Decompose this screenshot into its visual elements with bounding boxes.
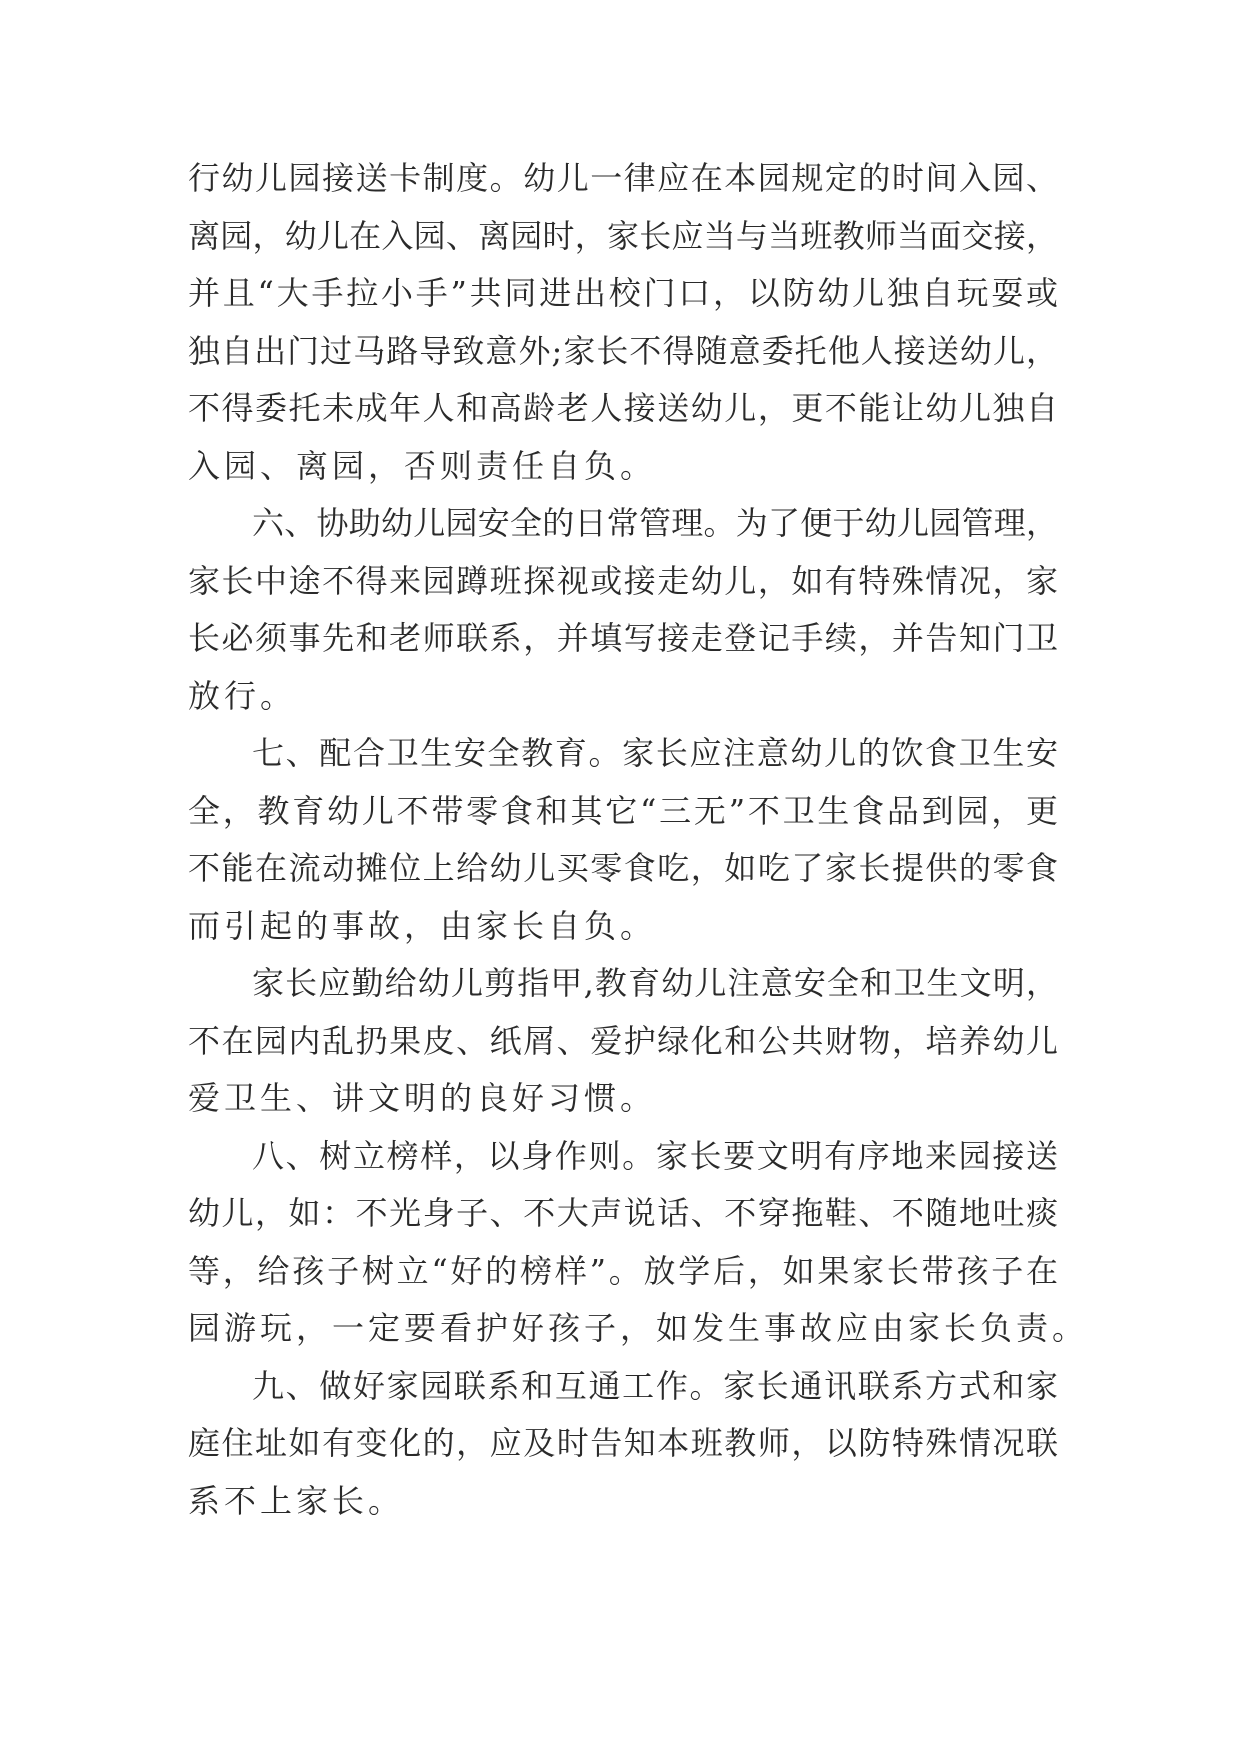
paragraph-start-line: 八、树立榜样，以身作则。家长要文明有序地来园接送	[252, 1136, 1058, 1175]
text-line: 而引起的事故，由家长自负。	[188, 906, 657, 945]
text-line: 幼儿，如：不光身子、不大声说话、不穿拖鞋、不随地吐痰	[188, 1194, 1058, 1232]
document-body	[188, 150, 1089, 1530]
text-line: 系不上家长。	[188, 1481, 405, 1520]
paragraph-start-line: 家长应勤给幼儿剪指甲,教育幼儿注意安全和卫生文明，	[252, 964, 1058, 1002]
paragraph-start-line: 六、协助幼儿园安全的日常管理。为了便于幼儿园管理，	[252, 504, 1058, 542]
text-line: 庭住址如有变化的，应及时告知本班教师，以防特殊情况联	[188, 1424, 1058, 1462]
text-line: 不在园内乱扔果皮、纸屑、爱护绿化和公共财物，培养幼儿	[188, 1021, 1058, 1060]
text-line: 全，教育幼儿不带零食和其它“三无”不卫生食品到园，更	[188, 791, 1058, 830]
text-line: 园游玩，一定要看护好孩子，如发生事故应由家长负责。	[188, 1309, 1089, 1347]
text-line: 离园，幼儿在入园、离园时，家长应当与当班教师当面交接，	[188, 216, 1058, 255]
text-line: 独自出门过马路导致意外;家长不得随意委托他人接送幼儿，	[188, 331, 1058, 370]
text-line: 家长中途不得来园蹲班探视或接走幼儿，如有特殊情况，家	[188, 561, 1058, 600]
text-line: 不能在流动摊位上给幼儿买零食吃，如吃了家长提供的零食	[188, 849, 1058, 887]
text-line: 等，给孩子树立“好的榜样”。放学后，如果家长带孩子在	[188, 1251, 1058, 1290]
text-line: 行幼儿园接送卡制度。幼儿一律应在本园规定的时间入园、	[188, 159, 1058, 197]
text-line: 不得委托未成年人和高龄老人接送幼儿，更不能让幼儿独自	[188, 389, 1058, 427]
paragraph-start-line: 九、做好家园联系和互通工作。家长通讯联系方式和家	[252, 1366, 1058, 1405]
text-line: 爱卫生、讲文明的良好习惯。	[188, 1079, 657, 1117]
text-line: 并且“大手拉小手”共同进出校门口，以防幼儿独自玩耍或	[188, 274, 1058, 312]
text-line: 入园、离园，否则责任自负。	[188, 446, 657, 485]
text-line: 长必须事先和老师联系，并填写接走登记手续，并告知门卫	[188, 619, 1058, 657]
text-line: 放行。	[188, 676, 297, 715]
paragraph-start-line: 七、配合卫生安全教育。家长应注意幼儿的饮食卫生安	[252, 734, 1058, 772]
